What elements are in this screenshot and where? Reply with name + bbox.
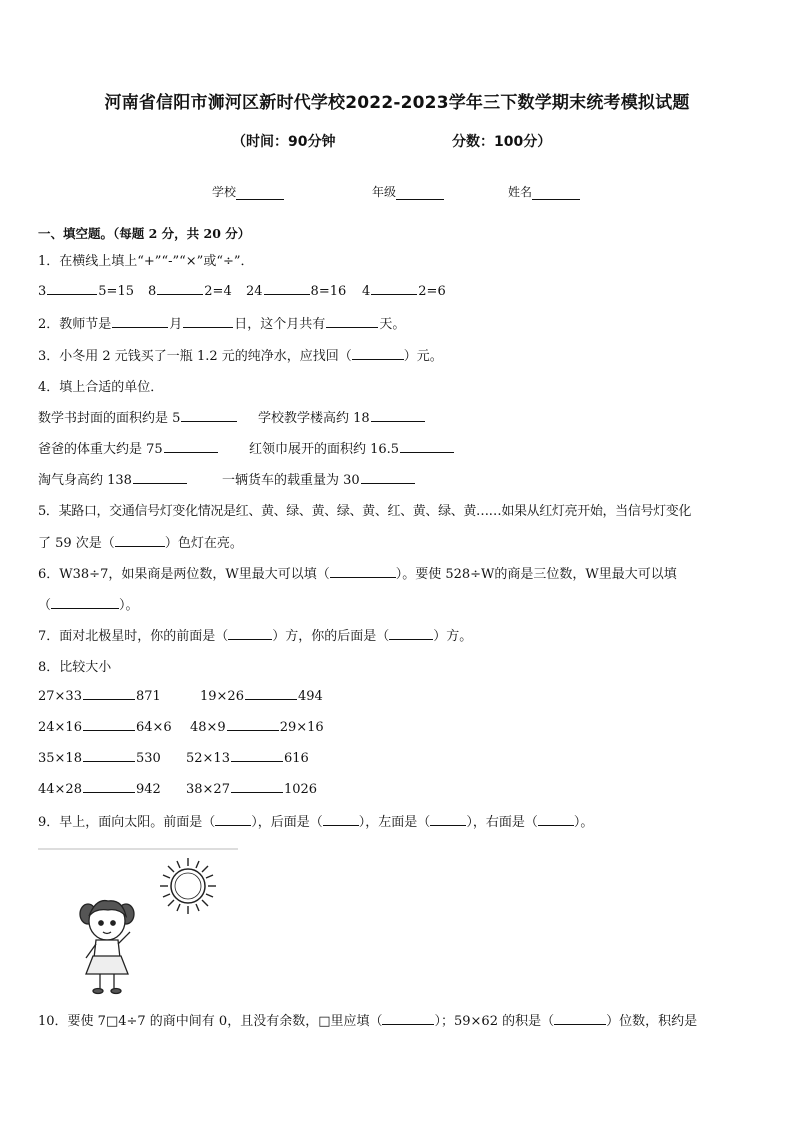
q6-line2: （ ）。 (38, 598, 139, 613)
answer-blank[interactable] (389, 627, 433, 640)
answer-blank[interactable] (400, 440, 454, 453)
q1-item-4: 4 2=6 (362, 284, 446, 299)
answer-blank[interactable] (133, 471, 187, 484)
answer-blank[interactable] (554, 1012, 606, 1025)
answer-blank[interactable] (157, 282, 203, 295)
answer-blank[interactable] (115, 534, 165, 547)
answer-blank[interactable] (164, 440, 218, 453)
q6-line1: 6．W38÷7，如果商是两位数，W里最大可以填（ ）。要使 528÷W的商是三位数，W里最大可以填 (38, 567, 677, 582)
answer-blank[interactable] (264, 282, 310, 295)
q8-compare: 19×26 494 (200, 689, 323, 704)
q4-item: 数学书封面的面积约是 5 (38, 407, 238, 426)
q4-item: 淘气身高约 138 (38, 469, 188, 488)
answer-blank[interactable] (430, 813, 466, 826)
girl-figure (80, 901, 134, 994)
exam-title: 河南省信阳市浉河区新时代学校2022-2023学年三下数学期末统考模拟试题 (104, 93, 690, 113)
section-heading: 一、填空题。（每题 2 分，共 20 分） (38, 226, 251, 241)
answer-blank[interactable] (330, 565, 396, 578)
q2: 2．教师节是 月 日，这个月共有 天。 (38, 317, 406, 332)
q4-item: 爸爸的体重大约是 75 (38, 438, 219, 457)
answer-blank[interactable] (371, 409, 425, 422)
answer-blank[interactable] (245, 687, 297, 700)
answer-blank[interactable] (231, 749, 283, 762)
answer-blank[interactable] (352, 347, 404, 360)
exam-score: 分数：100分） (452, 134, 552, 150)
answer-blank[interactable] (83, 718, 135, 731)
school-label: 学校 (212, 185, 237, 199)
answer-blank[interactable] (382, 1012, 434, 1025)
answer-blank[interactable] (181, 409, 237, 422)
exam-time: （时间：90分钟 (232, 134, 336, 150)
q8-compare: 27×33 871 (38, 689, 161, 704)
school-field[interactable] (212, 183, 284, 200)
q8-compare: 52×13 616 (186, 751, 309, 766)
q1-item-1: 3 5=15 (38, 284, 134, 299)
answer-blank[interactable] (371, 282, 417, 295)
q3: 3．小冬用 2 元钱买了一瓶 1.2 元的纯净水，应找回（ ）元。 (38, 349, 443, 364)
answer-blank[interactable] (231, 780, 283, 793)
q7: 7．面对北极星时，你的前面是（ ）方，你的后面是（ ）方。 (38, 629, 473, 644)
q8-stem: 8．比较大小 (38, 660, 112, 675)
answer-blank[interactable] (83, 687, 135, 700)
answer-blank[interactable] (51, 596, 119, 609)
answer-blank[interactable] (112, 315, 168, 328)
answer-blank[interactable] (83, 749, 135, 762)
q4-item: 一辆货车的载重量为 30 (222, 469, 416, 488)
q9: 9．早上，面向太阳。前面是（ ），后面是（ ），左面是（ ），右面是（ ）。 (38, 815, 594, 830)
q1-item-2: 8 2=4 (148, 284, 232, 299)
answer-blank[interactable] (83, 780, 135, 793)
answer-blank[interactable] (361, 471, 415, 484)
q10: 10．要使 7□4÷7 的商中间有 0，且没有余数，□里应填（ ）；59×62 的积是（ ）位数，积约是 (38, 1014, 698, 1029)
name-label: 姓名 (508, 185, 533, 199)
grade-label: 年级 (372, 185, 397, 199)
q8-compare: 44×28 942 (38, 782, 161, 797)
answer-blank[interactable] (47, 282, 97, 295)
answer-blank[interactable] (323, 813, 359, 826)
q8-compare: 48×9 29×16 (190, 720, 324, 735)
q1-stem: 1．在横线上填上“+”“-”“×”或“÷”． (38, 254, 254, 269)
q4-item: 学校教学楼高约 18 (258, 407, 426, 426)
answer-blank[interactable] (227, 718, 279, 731)
q4-item: 红领巾展开的面积约 16.5 (249, 438, 455, 457)
q5-line1: 5．某路口，交通信号灯变化情况是红、黄、绿、黄、绿、黄、红、黄、绿、黄……如果从红灯亮开始，当信号灯变化 (38, 504, 692, 519)
q8-compare: 38×27 1026 (186, 782, 318, 797)
answer-blank[interactable] (326, 315, 378, 328)
q8-compare: 35×18 530 (38, 751, 161, 766)
q1-item-3: 24 8=16 (246, 284, 347, 299)
q8-compare: 24×16 64×6 (38, 720, 172, 735)
answer-blank[interactable] (228, 627, 272, 640)
answer-blank[interactable] (215, 813, 251, 826)
q4-stem: 4．填上合适的单位． (38, 380, 164, 395)
sun-icon (160, 858, 216, 914)
name-field[interactable] (508, 183, 580, 200)
girl-and-sun-illustration (38, 846, 248, 996)
answer-blank[interactable] (538, 813, 574, 826)
answer-blank[interactable] (183, 315, 233, 328)
grade-field[interactable] (372, 183, 444, 200)
q5-line2: 了 59 次是（ ）色灯在亮。 (38, 536, 243, 551)
